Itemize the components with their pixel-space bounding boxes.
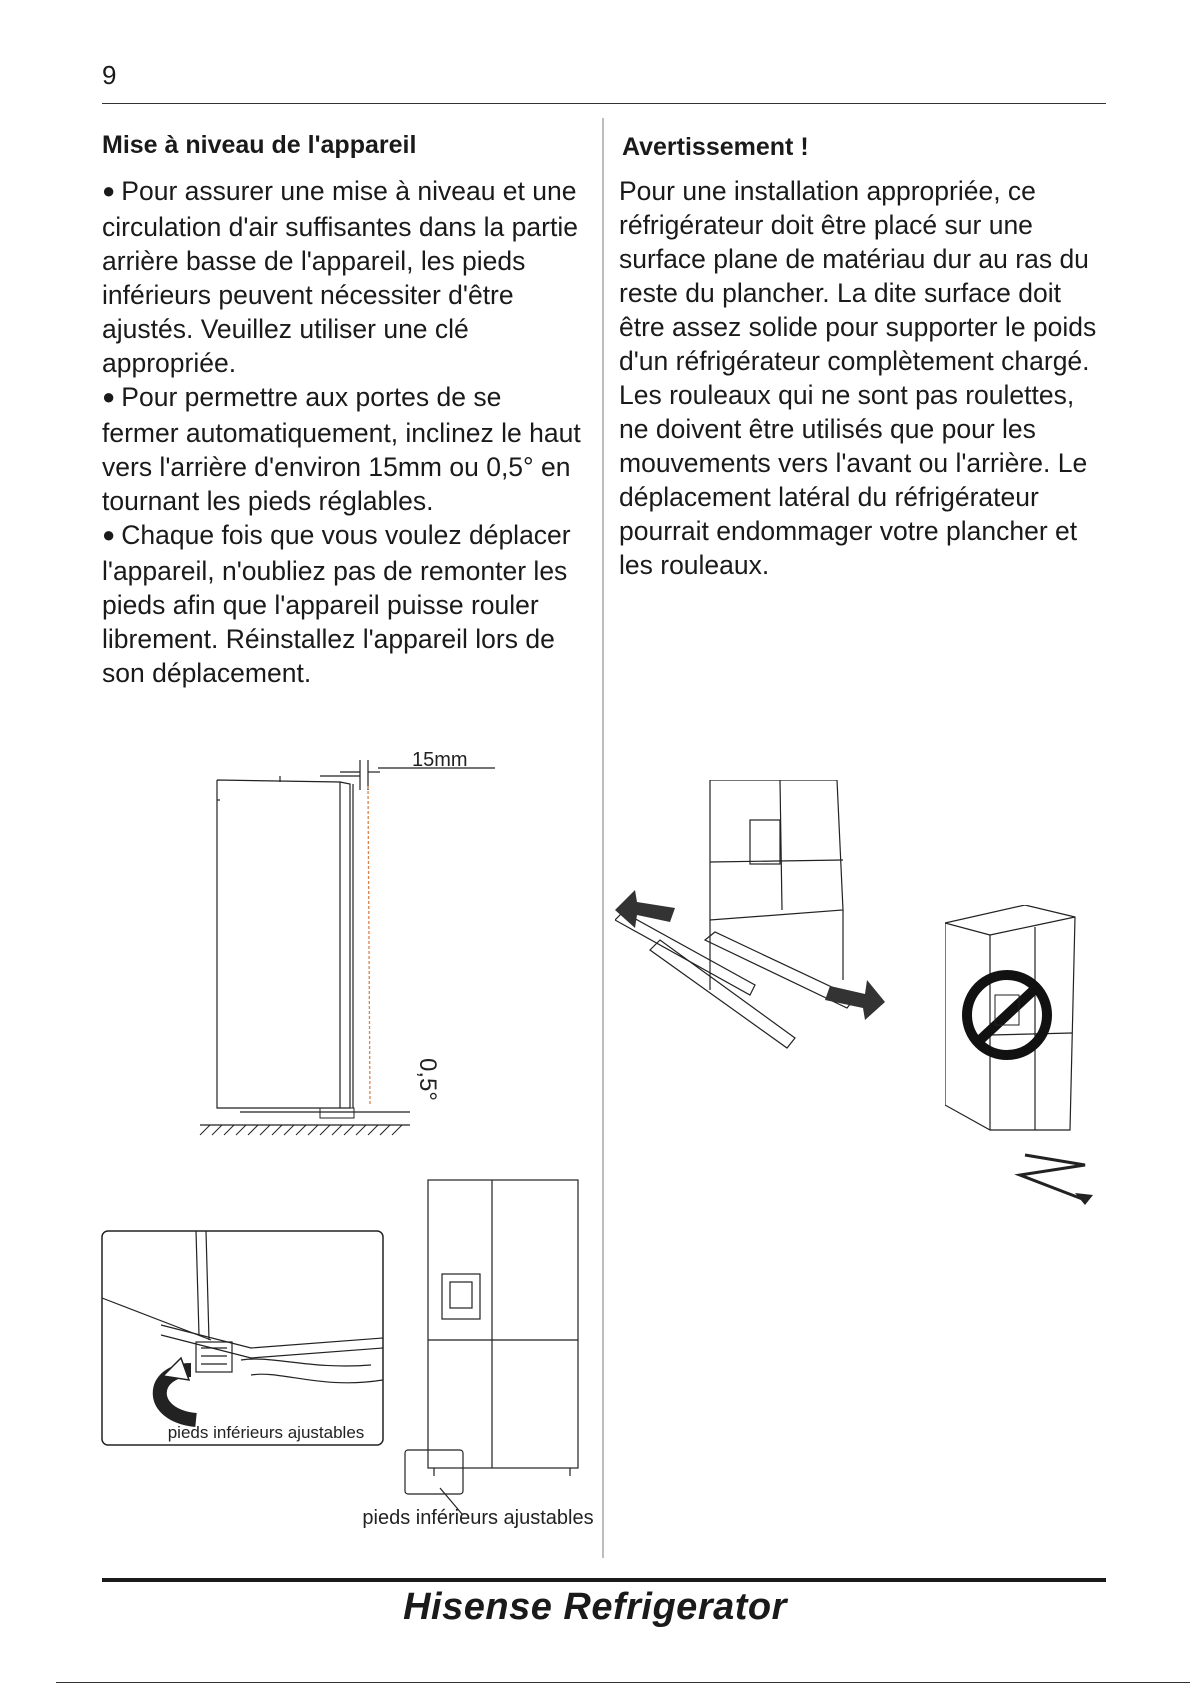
bullet-icon: ● <box>102 522 116 547</box>
footer-rule <box>102 1578 1106 1582</box>
brand-footer: Hisense Refrigerator <box>403 1586 787 1628</box>
warning-text <box>619 174 1099 582</box>
closeup-caption: pieds inférieurs ajustables <box>167 1423 365 1442</box>
front-view-caption: pieds inférieurs ajustables <box>362 1507 594 1529</box>
tilt-distance-label: 15mm <box>412 749 468 771</box>
bullet-item: ● Pour permettre aux portes de se fermer automatiquement, inclinez le haut vers l'arrière d'environ 15mm ou 0,5° en tournant les pieds réglables. <box>102 382 581 516</box>
header-rule <box>102 103 1106 104</box>
warning-heading: Avertissement ! <box>622 133 809 161</box>
warning-paragraph: Pour une installation appropriée, ce réfrigérateur doit être placé sur une surface plane de matériau dur au ras du reste du plancher. La dite surface doit être assez solide pour supporter le poids d'un réfrigérateur complètement chargé. <box>619 176 1097 376</box>
bullet-item: ● Pour assurer une mise à niveau et une circulation d'air suffisantes dans la partie arrière basse de l'appareil, les pieds inférieurs peuvent nécessiter d'être ajustés. Veuillez utiliser une clé appropriée. <box>102 176 578 378</box>
tilt-angle-label: 0,5° <box>414 1058 441 1101</box>
leveling-heading: Mise à niveau de l'appareil <box>102 131 417 159</box>
page-number: 9 <box>102 60 117 90</box>
warning-paragraph: Les rouleaux qui ne sont pas roulettes, ne doivent être utilisés que pour les mouvements vers l'avant ou l'arrière. Le déplacement latéral du réfrigérateur pourrait endommager votre plancher et les rouleaux. <box>619 380 1088 580</box>
tilt-side-view-diagram <box>180 740 520 1140</box>
sideways-movement-prohibited-diagram <box>945 905 1095 1215</box>
fridge-front-view <box>350 1170 610 1530</box>
bullet-icon: ● <box>102 384 116 409</box>
forward-backward-movement-diagram <box>615 780 890 1070</box>
leveling-instructions <box>102 174 582 690</box>
page-bottom-rule <box>56 1682 1190 1683</box>
bullet-icon: ● <box>102 178 116 203</box>
adjustable-foot-closeup <box>101 1230 384 1446</box>
bullet-item: ● Chaque fois que vous voulez déplacer l'appareil, n'oubliez pas de remonter les pieds afin que l'appareil puisse rouler librement. Réinstallez l'appareil lors de son déplacement. <box>102 520 571 688</box>
